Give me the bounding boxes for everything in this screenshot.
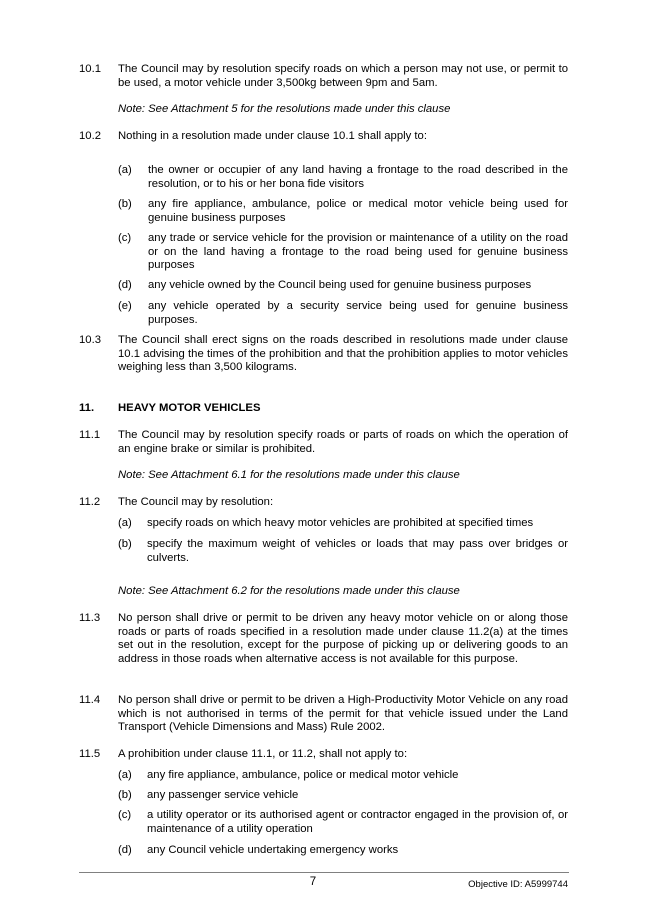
- clause-text: No person shall drive or permit to be driven any heavy motor vehicle on or along those roads or parts of roads specified in a resolution made under clause 11.2(a) at the times set out in the resolution, except for the purpose of picking up or delivering goods to an address in those roads when alternative access is not available for this purpose.: [118, 612, 568, 665]
- clause-number: 10.1: [79, 63, 101, 75]
- clause-text: Nothing in a resolution made under clause 10.1 shall apply to:: [118, 130, 427, 142]
- clause-text: The Council shall erect signs on the roads described in resolutions made under clause 10.1 advising the times of the prohibition and that the prohibition applies to motor vehicles weighing less than 3,500 kilograms.: [118, 334, 568, 374]
- section-number: 11.: [79, 402, 95, 414]
- clause-text: The Council may by resolution:: [118, 496, 274, 508]
- clause-number: 11.4: [79, 694, 101, 706]
- list-item-text: any Council vehicle undertaking emergency works: [147, 844, 399, 856]
- list-item-label: (d): [118, 844, 132, 856]
- list-item-label: (a): [118, 164, 132, 176]
- clause-number: 10.2: [79, 130, 101, 142]
- clause-text: The Council may by resolution specify roads on which a person may not use, or permit to be used, a motor vehicle under 3,500kg between 9pm and 5am.: [118, 63, 568, 89]
- list-item-text: any fire appliance, ambulance, police or medical motor vehicle: [147, 769, 459, 781]
- list-item-label: (e): [118, 300, 132, 312]
- clause-number: 10.3: [79, 334, 101, 346]
- objective-id: Objective ID: A5999744: [468, 879, 568, 890]
- page-number: 7: [309, 876, 317, 888]
- list-item-label: (a): [118, 517, 132, 529]
- list-item-label: (c): [118, 232, 132, 244]
- clause-number: 11.3: [79, 612, 101, 624]
- list-item-label: (c): [118, 809, 132, 821]
- footer-divider: [79, 872, 569, 873]
- list-item-text: any vehicle operated by a security service being used for genuine business purposes.: [148, 300, 568, 326]
- list-item-text: a utility operator or its authorised agent or contractor engaged in the provision of, or maintenance of a utility operation: [147, 809, 568, 835]
- clause-number: 11.2: [79, 496, 101, 508]
- clause-text: No person shall drive or permit to be driven a High-Productivity Motor Vehicle on any road which is not authorised in terms of the permit for that vehicle issued under the Land Transport (Vehicle Dimensions and Mass) Rule 2002.: [118, 694, 568, 734]
- list-item-text: the owner or occupier of any land having a frontage to the road described in the resolution, or to his or her bona fide visitors: [148, 164, 568, 190]
- clause-text: A prohibition under clause 11.1, or 11.2, shall not apply to:: [118, 748, 408, 760]
- list-item-text: any trade or service vehicle for the provision or maintenance of a utility on the road or on the land having a frontage to the road being used for genuine business purposes: [148, 232, 568, 272]
- list-item-label: (d): [118, 279, 132, 291]
- clause-note: Note: See Attachment 6.1 for the resolutions made under this clause: [118, 469, 460, 481]
- list-item-text: any vehicle owned by the Council being used for genuine business purposes: [148, 279, 532, 291]
- list-item-label: (b): [118, 538, 132, 550]
- clause-text: The Council may by resolution specify roads or parts of roads on which the operation of an engine brake or similar is prohibited.: [118, 429, 568, 455]
- list-item-text: any passenger service vehicle: [147, 789, 299, 801]
- clause-number: 11.1: [79, 429, 101, 441]
- clause-number: 11.5: [79, 748, 101, 760]
- clause-note: Note: See Attachment 6.2 for the resolutions made under this clause: [118, 585, 460, 597]
- list-item-label: (b): [118, 789, 132, 801]
- list-item-text: specify the maximum weight of vehicles or loads that may pass over bridges or culverts.: [147, 538, 568, 564]
- clause-note: Note: See Attachment 5 for the resolutions made under this clause: [118, 103, 451, 115]
- list-item-label: (a): [118, 769, 132, 781]
- list-item-text: any fire appliance, ambulance, police or medical motor vehicle being used for genuine business purposes: [148, 198, 568, 224]
- section-heading: HEAVY MOTOR VEHICLES: [118, 402, 261, 414]
- list-item-label: (b): [118, 198, 132, 210]
- list-item-text: specify roads on which heavy motor vehicles are prohibited at specified times: [147, 517, 534, 529]
